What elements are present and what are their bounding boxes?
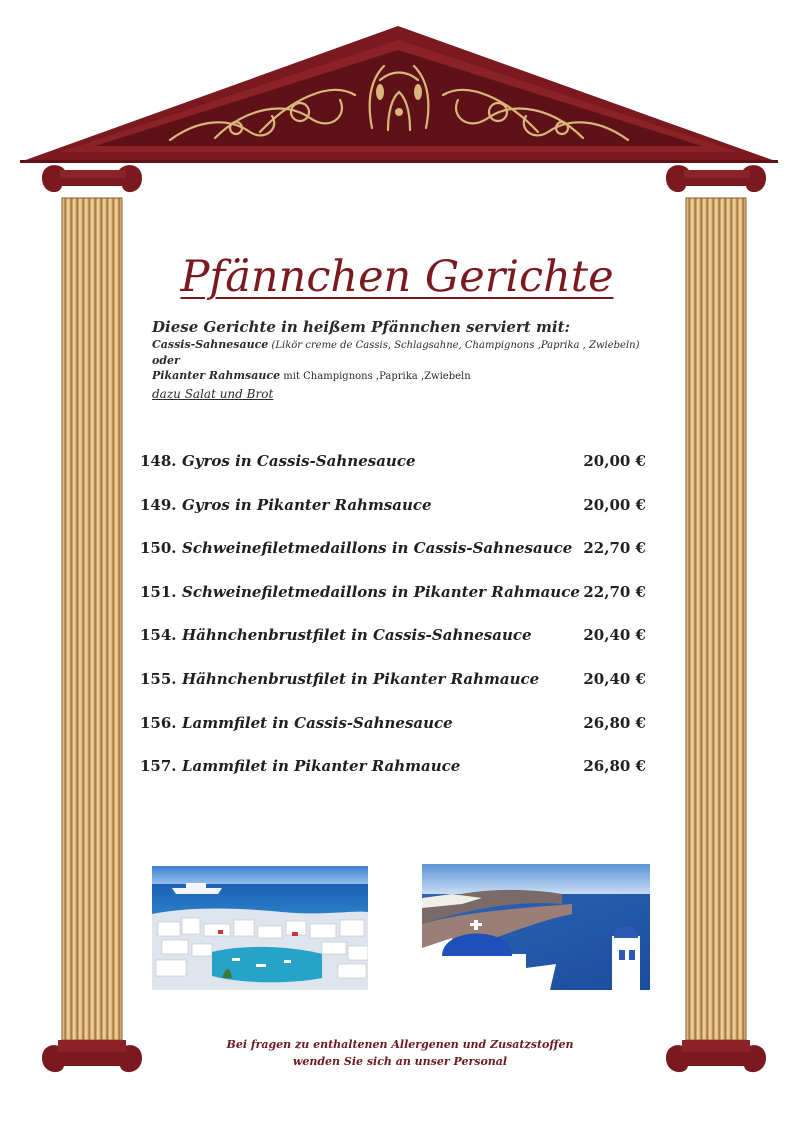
- harbor-town-photo: [152, 866, 368, 990]
- sides-note: dazu Salat und Brot: [152, 387, 274, 401]
- item-price: 22,70 €: [583, 539, 646, 558]
- intro-heading: Diese Gerichte in heißem Pfännchen serviert mit:: [152, 318, 571, 336]
- menu-item: [140, 670, 650, 714]
- sauce2-name: Pikanter Rahmsauce: [152, 369, 281, 382]
- menu-list: [140, 452, 650, 801]
- pediment: [20, 26, 778, 163]
- item-price: 22,70 €: [583, 582, 646, 601]
- item-price: 20,00 €: [583, 495, 646, 514]
- santorini-dome-photo: [422, 864, 650, 990]
- item-name: Hähnchenbrustfilet in Cassis-Sahnesauce: [182, 626, 532, 645]
- item-name: Hähnchenbrustfilet in Pikanter Rahmauce: [182, 669, 540, 688]
- allergy-line-1: Bei fragen zu enthaltenen Allergenen und Zusatzstoffen: [226, 1038, 574, 1051]
- item-number: 154.: [140, 626, 177, 645]
- item-price: 20,00 €: [583, 452, 646, 470]
- allergy-note: [190, 1036, 610, 1070]
- item-price: 26,80 €: [583, 713, 646, 732]
- menu-item: [140, 714, 650, 758]
- sauce2-mit: mit: [283, 371, 300, 382]
- item-name: Lammfilet in Pikanter Rahmauce: [182, 757, 461, 776]
- menu-item: [140, 452, 650, 496]
- item-price: 20,40 €: [583, 626, 646, 645]
- item-name: Gyros in Cassis-Sahnesauce: [182, 452, 416, 470]
- item-price: 20,40 €: [583, 669, 646, 688]
- item-name: Schweinefiletmedaillons in Pikanter Rahmauce: [182, 582, 580, 601]
- item-number: 149.: [140, 495, 177, 514]
- menu-item: [140, 539, 650, 583]
- menu-item: [140, 583, 650, 627]
- sauce2-line: [152, 368, 640, 385]
- item-number: 150.: [140, 539, 177, 558]
- sauce1-name: Cassis-Sahnesauce: [152, 338, 269, 351]
- sauce2-description: Champignons ,Paprika ,Zwiebeln: [303, 371, 471, 382]
- item-number: 156.: [140, 713, 177, 732]
- item-price: 26,80 €: [583, 757, 646, 776]
- item-name: Lammfilet in Cassis-Sahnesauce: [182, 713, 453, 732]
- item-number: 155.: [140, 669, 177, 688]
- item-number: 157.: [140, 757, 177, 776]
- item-name: Schweinefiletmedaillons in Cassis-Sahnesauce: [182, 539, 573, 558]
- menu-item: [140, 626, 650, 670]
- sauce1-line: [152, 337, 640, 354]
- item-number: 148.: [140, 452, 177, 470]
- item-number: 151.: [140, 582, 177, 601]
- menu-item: [140, 757, 650, 801]
- allergy-line-2: wenden Sie sich an unser Personal: [292, 1055, 508, 1068]
- menu-item: [140, 496, 650, 540]
- intro-section: [152, 318, 640, 401]
- oder-label: oder: [152, 354, 180, 367]
- page-title: Pfännchen Gerichte: [180, 252, 614, 302]
- sauce1-description: (Likör creme de Cassis, Schlagsahne, Champignons ,Paprika , Zwiebeln): [271, 340, 640, 351]
- item-name: Gyros in Pikanter Rahmsauce: [182, 495, 432, 514]
